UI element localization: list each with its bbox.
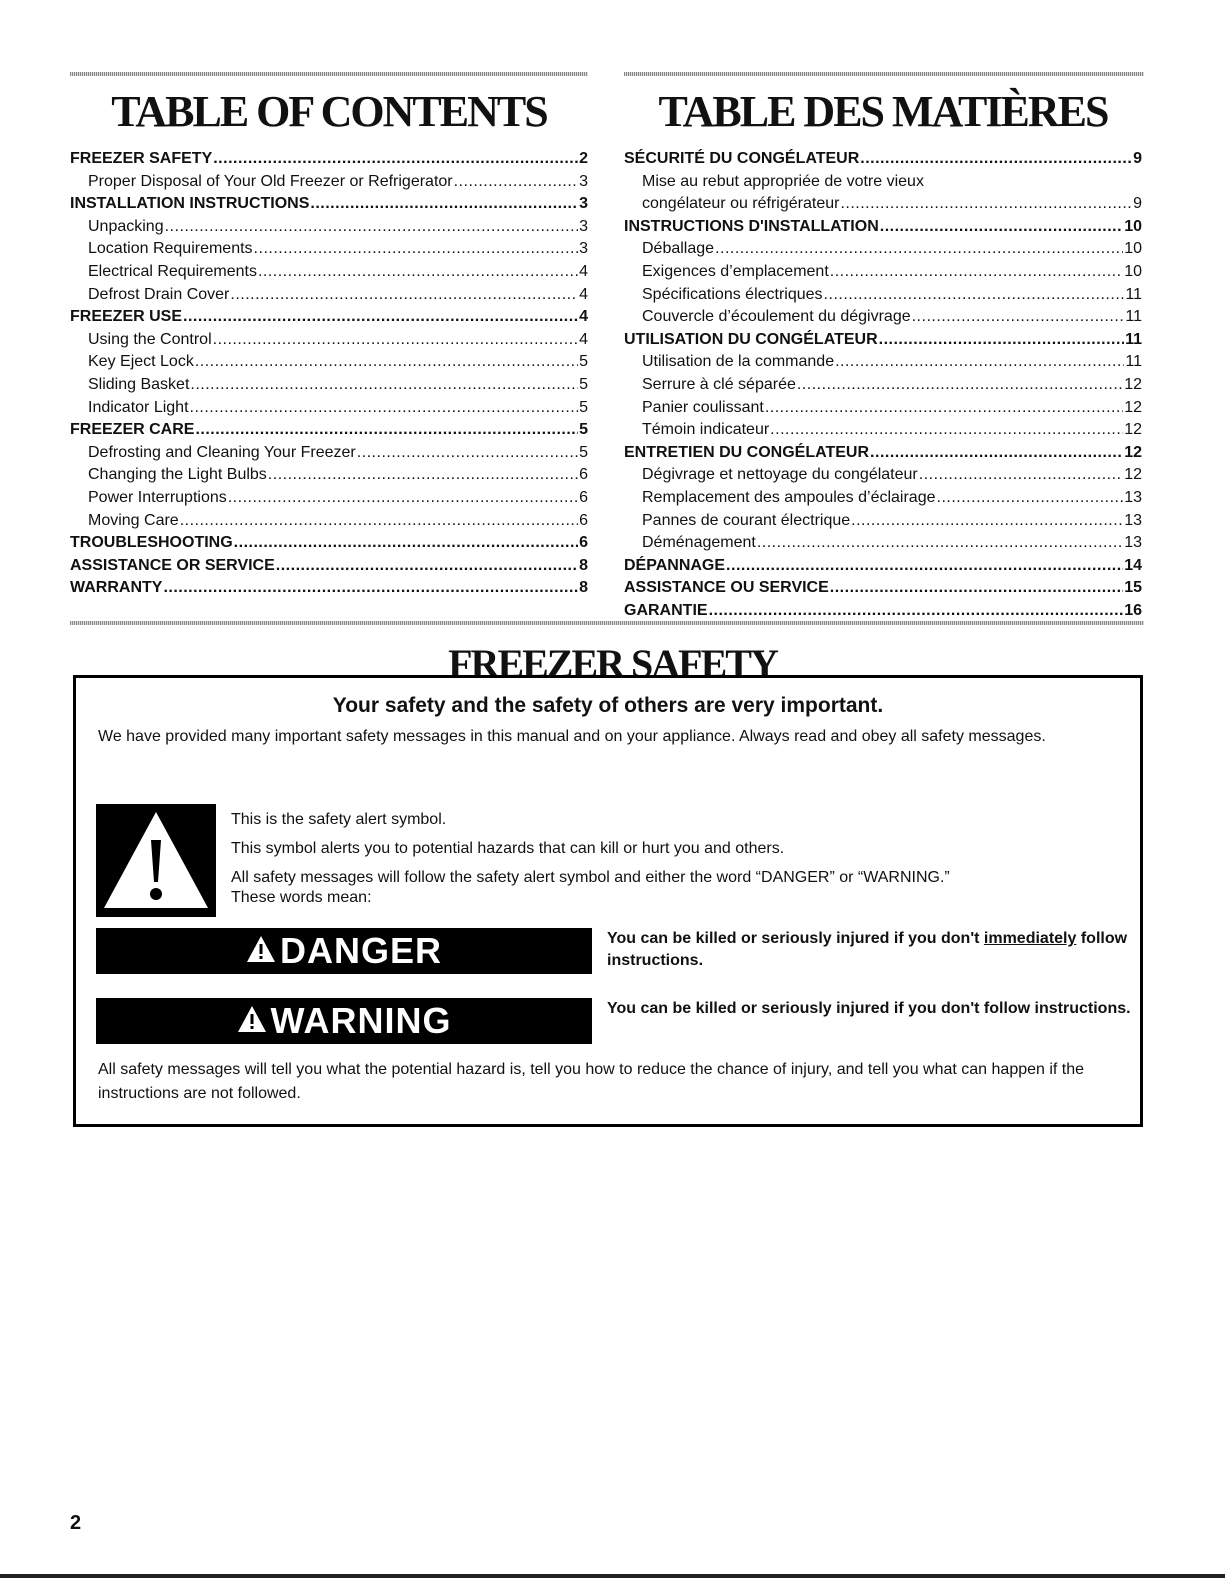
- toc-leader: [195, 419, 578, 442]
- toc-entry: [70, 216, 588, 239]
- toc-leader: [715, 238, 1123, 261]
- toc-entry-label: congélateur ou réfrigérateur: [642, 195, 840, 213]
- alert-line: All safety messages will follow the safety alert symbol and either the word “DANGER” or “WARNING.”: [231, 869, 950, 886]
- toc-entry: [70, 284, 588, 307]
- toc-entry-label: Electrical Requirements: [88, 262, 257, 280]
- toc-entry-label: FREEZER USE: [70, 308, 183, 326]
- toc-entry-page: 10: [1124, 240, 1142, 258]
- bottom-rule: [0, 1574, 1225, 1578]
- toc-entry-label: Dégivrage et nettoyage du congélateur: [642, 466, 918, 484]
- danger-text: [607, 928, 1132, 972]
- toc-entry-label: UTILISATION DU CONGÉLATEUR: [624, 330, 878, 348]
- toc-entry-page: 11: [1125, 285, 1142, 303]
- toc-entry: [70, 510, 588, 533]
- toc-leader: [824, 284, 1125, 307]
- toc-entry: [70, 555, 588, 578]
- alert-line: These words mean:: [231, 889, 372, 906]
- toc-entry-label: Mise au rebut appropriée de votre vieux: [642, 172, 924, 190]
- toc-entry: [70, 193, 588, 216]
- section-title: FREEZER SAFETY: [448, 641, 777, 686]
- toc-entry-label: Changing the Light Bulbs: [88, 466, 267, 484]
- page-number: 2: [70, 1512, 82, 1534]
- toc-entry-label: Couvercle d’écoulement du dégivrage: [642, 308, 911, 326]
- toc-entry-label: Déballage: [642, 240, 715, 258]
- safety-closing: All safety messages will tell you what the potential hazard is, tell you how to reduce the chance of injury, and tell you what can happen if the instructions are not followed.: [98, 1061, 1085, 1102]
- toc-leader: [190, 397, 579, 420]
- toc-leader: [851, 510, 1123, 533]
- toc-entry-page: 14: [1124, 556, 1142, 574]
- toc-entry-page: 6: [579, 511, 588, 529]
- toc-entry: [70, 464, 588, 487]
- toc-entry-label: Sliding Basket: [88, 375, 190, 393]
- warning-triangle-icon: [246, 930, 276, 972]
- toc-entry-page: 3: [579, 195, 588, 213]
- toc-entry-label: Proper Disposal of Your Old Freezer or Refrigerator: [88, 172, 453, 190]
- safety-intro: We have provided many important safety messages in this manual and on your appliance. Always read and obey all safety messages.: [98, 728, 1046, 745]
- toc-leader: [830, 577, 1123, 600]
- toc-title-en: TABLE OF CONTENTS: [111, 87, 547, 136]
- toc-leader: [258, 261, 578, 284]
- toc-entry-label: Indicator Light: [88, 398, 189, 416]
- toc-entry: [70, 238, 588, 261]
- toc-entry-page: 6: [579, 466, 588, 484]
- toc-entry-label: Panier coulissant: [642, 398, 764, 416]
- danger-text-emphasis: immediately: [983, 930, 1077, 947]
- toc-leader: [840, 193, 1132, 216]
- toc-leader: [190, 374, 578, 397]
- toc-leader: [454, 171, 578, 194]
- toc-entry-label: FREEZER SAFETY: [70, 150, 213, 167]
- toc-leader: [709, 600, 1124, 623]
- toc-leader: [937, 487, 1124, 510]
- danger-text-end: follow instructions.: [607, 930, 1128, 969]
- toc-entry: [70, 419, 588, 442]
- toc-entry-page: 9: [1133, 195, 1142, 213]
- toc-entry-page: 12: [1124, 466, 1142, 484]
- toc-leader: [228, 487, 578, 510]
- toc-entry-page: 3: [579, 217, 588, 235]
- toc-entry: [70, 171, 588, 194]
- toc-entry-label: Remplacement des ampoules d’éclairage: [642, 488, 936, 506]
- toc-entry-page: 4: [579, 262, 588, 280]
- toc-entry-page: 6: [579, 534, 588, 552]
- toc-entry-page: 6: [579, 488, 588, 506]
- safety-alert-icon: [96, 804, 216, 917]
- toc-entry: [624, 306, 1142, 329]
- toc-entry-page: 13: [1124, 534, 1142, 552]
- toc-entry-label: Déménagement: [642, 534, 756, 552]
- toc-list-fr: [624, 148, 1142, 622]
- toc-entry-label: Serrure à clé séparée: [642, 375, 796, 393]
- toc-entry-page: 11: [1125, 330, 1142, 348]
- toc-leader: [268, 464, 578, 487]
- toc-entry-page: 4: [579, 285, 588, 303]
- toc-leader: [357, 442, 578, 465]
- toc-entry-label: FREEZER CARE: [70, 421, 195, 439]
- warning-label: WARNING: [270, 1000, 452, 1041]
- toc-entry-label: Exigences d’emplacement: [642, 262, 829, 280]
- toc-entry: [624, 555, 1142, 578]
- toc-leader: [195, 351, 578, 374]
- toc-entry: [70, 306, 588, 329]
- toc-entry: [70, 148, 588, 171]
- danger-text-start: You can be killed or seriously injured if you don't: [607, 930, 984, 947]
- alert-line: This symbol alerts you to potential hazards that can kill or hurt you and others.: [231, 840, 785, 857]
- safety-heading: Your safety and the safety of others are very important.: [332, 694, 884, 717]
- toc-entry: [624, 577, 1142, 600]
- toc-entry: [624, 148, 1142, 171]
- toc-entry: [624, 419, 1142, 442]
- toc-leader: [880, 216, 1123, 239]
- toc-entry-page: 12: [1124, 375, 1142, 393]
- toc-entry-page: 16: [1124, 601, 1142, 619]
- toc-entry-page: 11: [1125, 308, 1142, 326]
- toc-entry: [70, 261, 588, 284]
- toc-entry-page: 13: [1124, 488, 1142, 506]
- toc-entry-label: Pannes de courant électrique: [642, 511, 851, 529]
- toc-leader: [765, 397, 1123, 420]
- toc-entry-page: 5: [579, 353, 588, 371]
- toc-leader: [919, 464, 1123, 487]
- toc-entry-page: 10: [1124, 217, 1142, 235]
- toc-entry-label: SÉCURITÉ DU CONGÉLATEUR: [624, 150, 860, 167]
- toc-entry-label: Key Eject Lock: [88, 353, 194, 371]
- toc-entry-label: ENTRETIEN DU CONGÉLATEUR: [624, 443, 870, 461]
- toc-entry-page: 9: [1133, 150, 1142, 167]
- toc-entry-page: 5: [579, 375, 588, 393]
- toc-leader: [726, 555, 1123, 578]
- toc-leader: [870, 442, 1123, 465]
- toc-leader: [797, 374, 1123, 397]
- toc-entry-page: 12: [1124, 421, 1142, 439]
- alert-line: This is the safety alert symbol.: [231, 811, 447, 828]
- toc-entry-label: INSTRUCTIONS D'INSTALLATION: [624, 217, 879, 235]
- toc-leader: [830, 261, 1123, 284]
- toc-entry: [624, 487, 1142, 510]
- toc-entry-label: GARANTIE: [624, 601, 708, 619]
- toc-entry-label: Location Requirements: [88, 240, 253, 258]
- toc-entry: [70, 487, 588, 510]
- toc-entry-label: Utilisation de la commande: [642, 353, 835, 371]
- toc-entry-page: 8: [579, 579, 588, 597]
- toc-leader: [213, 148, 578, 171]
- toc-entry-label: ASSISTANCE OU SERVICE: [624, 579, 829, 597]
- toc-entry-row: [642, 193, 1142, 216]
- toc-entry: [624, 532, 1142, 555]
- toc-leader: [213, 329, 578, 352]
- toc-entry: [70, 577, 588, 600]
- toc-entry-label: Defrost Drain Cover: [88, 285, 230, 303]
- toc-entry-page: 15: [1124, 579, 1142, 597]
- toc-leader: [757, 532, 1123, 555]
- toc-title-fr: TABLE DES MATIÈRES: [658, 87, 1108, 136]
- toc-entry-page: 13: [1124, 511, 1142, 529]
- toc-leader: [234, 532, 578, 555]
- safety-box: [73, 675, 1143, 1127]
- toc-entry-label: INSTALLATION INSTRUCTIONS: [70, 195, 310, 213]
- toc-entry: [624, 171, 1142, 216]
- toc-english: [70, 86, 588, 600]
- toc-entry: [70, 374, 588, 397]
- toc-entry: [70, 442, 588, 465]
- toc-entry-page: 2: [579, 150, 588, 167]
- toc-entry-label: WARRANTY: [70, 579, 163, 597]
- toc-entry-page: 4: [579, 308, 588, 326]
- toc-entry: [70, 532, 588, 555]
- toc-leader: [163, 577, 578, 600]
- toc-entry: [70, 351, 588, 374]
- toc-entry-page: 12: [1124, 443, 1142, 461]
- toc-entry: [624, 510, 1142, 533]
- toc-list-en: [70, 148, 588, 600]
- toc-entry: [624, 216, 1142, 239]
- toc-entry-label: Témoin indicateur: [642, 421, 770, 439]
- toc-entry: [70, 397, 588, 420]
- toc-leader: [165, 216, 578, 239]
- toc-entry: [624, 600, 1142, 623]
- toc-entry-page: 4: [579, 330, 588, 348]
- toc-entry-page: 5: [579, 398, 588, 416]
- toc-entry-page: 3: [579, 172, 588, 190]
- toc-entry-label: Defrosting and Cleaning Your Freezer: [88, 443, 356, 461]
- toc-leader: [770, 419, 1123, 442]
- toc-entry-page: 3: [579, 240, 588, 258]
- toc-leader: [183, 306, 578, 329]
- toc-entry: [70, 329, 588, 352]
- warning-text: You can be killed or seriously injured if you don't follow instructions.: [607, 1000, 1131, 1017]
- toc-leader: [276, 555, 578, 578]
- danger-banner: [96, 928, 592, 974]
- toc-leader: [230, 284, 578, 307]
- danger-label: DANGER: [279, 930, 442, 971]
- toc-french: [624, 86, 1142, 622]
- toc-leader: [180, 510, 578, 533]
- toc-entry: [624, 442, 1142, 465]
- toc-entry: [624, 261, 1142, 284]
- alert-explanation: [231, 810, 1111, 908]
- toc-leader: [879, 329, 1124, 352]
- toc-entry: [624, 284, 1142, 307]
- toc-entry-page: 8: [579, 556, 588, 574]
- toc-entry-page: 5: [579, 443, 588, 461]
- toc-entry-label: ASSISTANCE OR SERVICE: [70, 556, 275, 574]
- toc-entry: [624, 238, 1142, 261]
- toc-entry-label: DÉPANNAGE: [624, 556, 726, 574]
- toc-entry-page: 11: [1125, 353, 1142, 371]
- toc-entry-label: Spécifications électriques: [642, 285, 823, 303]
- toc-entry-label: Power Interruptions: [88, 488, 227, 506]
- toc-entry: [624, 374, 1142, 397]
- warning-triangle-icon: [237, 1000, 267, 1042]
- toc-entry: [624, 329, 1142, 352]
- toc-entry-label: Unpacking: [88, 217, 164, 235]
- toc-leader: [835, 351, 1124, 374]
- top-rule-left: [70, 72, 588, 76]
- toc-entry-label: TROUBLESHOOTING: [70, 534, 233, 552]
- toc-entry: [624, 397, 1142, 420]
- toc-entry-label: Using the Control: [88, 330, 212, 348]
- top-rule-right: [624, 72, 1144, 76]
- toc-entry-page: 12: [1124, 398, 1142, 416]
- toc-entry-page: 5: [579, 421, 588, 439]
- mid-rule: [70, 621, 1144, 625]
- toc-entry: [624, 464, 1142, 487]
- toc-leader: [860, 148, 1132, 171]
- toc-entry-page: 10: [1124, 262, 1142, 280]
- toc-entry-label: Moving Care: [88, 511, 179, 529]
- warning-banner: [96, 998, 592, 1044]
- toc-leader: [310, 193, 578, 216]
- toc-entry: [624, 351, 1142, 374]
- toc-leader: [912, 306, 1125, 329]
- toc-leader: [254, 238, 579, 261]
